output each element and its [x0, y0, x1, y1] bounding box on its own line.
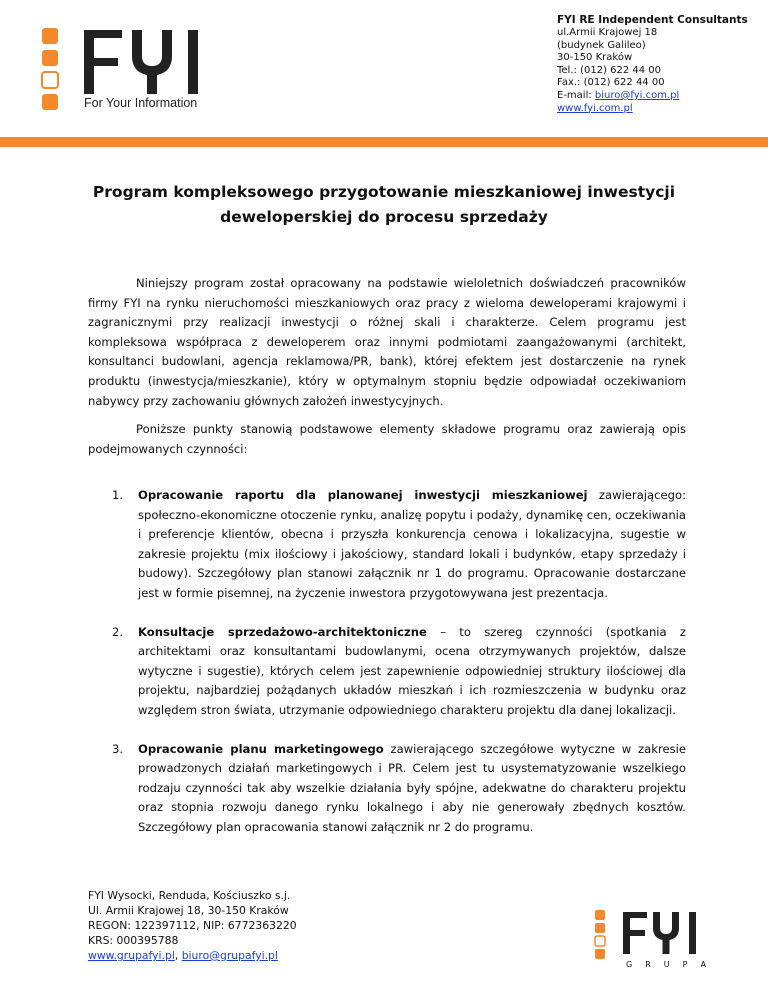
footer-krs: KRS: 000395788: [88, 934, 179, 947]
document-title: [80, 180, 688, 230]
contact-block: [557, 14, 757, 115]
logo-tagline: For Your Information: [84, 96, 198, 110]
grupa-letter: A: [700, 960, 706, 969]
program-list: [112, 486, 686, 857]
intro-paragraph: Niniejszy program został opracowany na podstawie wieloletnich doświadczeń pracowników firmy FYI na rynku nieruchomości mieszkaniowych oraz pracy z wieloma deweloperami krajowymi i zagranicznymi przy realizacji inwestycji o różnej skali i charakterze. Celem programu jest kompleksowa współpraca z deweloperem oraz innymi podmiotami zaangażowanymi (architekt, konsultanci budowlani, agencja reklamowa/PR, bank), której efektem jest dostarczenie na rynek produktu (inwestycja/mieszkanie), który w optymalnym stopniu będzie odpowiadał oczekiwaniom nabywcy przy zachowaniu głównych założeń inwestycyjnych.: [88, 276, 686, 408]
footer-links: [88, 948, 297, 963]
grupa-letter: U: [663, 960, 670, 969]
footer-email-link[interactable]: biuro@grupafyi.pl: [181, 949, 278, 962]
item-text: – to szereg czynności (spotkania z architektami oraz konsultantami budowlanymi, ocena otrzymywanych projektów, dalsze wytyczne i sugestie), których celem jest zapewnienie odpowiedniej struktury ilościowej dla projektu, najbardziej pożądanych układów mieszkań i ich rozmieszczenia w budynku oraz względem stron świata, utrzymanie odpowiedniego charakteru projektu dla danej lokalizacji.: [138, 624, 686, 717]
item-text: zawierającego szczegółowe wytyczne w zakresie prowadzonych działań marketingowych i PR. Celem jest tu usystematyzowanie wszelkiego rodzaju czynności tak aby wszelkie działania były spójne, adekwatne do charakteru projektu oraz stopnia rozwoju danego rynku lokalnego i aby nie generowały zbędnych kosztów. Szczegółowy plan opracowania stanowi załącznik nr 2 do programu.: [138, 741, 686, 834]
list-item: [112, 486, 686, 604]
grupa-letter: P: [682, 960, 688, 969]
email-label: E-mail:: [557, 89, 595, 101]
item-text: zawierającego: społeczno-ekonomiczne otoczenie rynku, analizę popytu i podaży, dynamikę cen, oczekiwania i preferencje klientów, obecna i przyszła konkurencja cenowa i lokalizacyjna, sugestie w zakresie projektu (mix ilościowy i jakościowy, standard lokali i budynków, etapy sprzedaży i budowy). Szczegółowy plan stanowi załącznik nr 1 do programu. Opracowanie dostarczane jest w formie pisemnej, na życzenie inwestora przygotowywana jest prezentacja.: [138, 488, 686, 600]
title-line: Program kompleksowego przygotowanie mieszkaniowej inwestycji: [92, 183, 676, 201]
fyi-grupa-logo: [593, 908, 705, 964]
footer-ids: REGON: 122397112, NIP: 6772363220: [88, 919, 297, 932]
address-line: ul.Armii Krajowej 18: [557, 27, 658, 38]
footer-address: Ul. Armii Krajowej 18, 30-150 Kraków: [88, 904, 289, 917]
item-heading: Konsultacje sprzedażowo-architektoniczne: [138, 624, 427, 639]
footer-separator: ,: [174, 949, 182, 962]
address-line: 30-150 Kraków: [557, 52, 633, 64]
address-line: (budynek Galileo): [557, 39, 646, 51]
footer-company: FYI Wysocki, Renduda, Kościuszko s.j.: [88, 889, 291, 902]
email-link[interactable]: biuro@fyi.com.pl: [594, 89, 680, 101]
intro-paragraph-2: Poniższe punkty stanowią podstawowe elementy składowe programu oraz zawierają opis podejmowanych czynności:: [88, 422, 686, 456]
item-heading: Opracowanie planu marketingowego: [138, 741, 384, 756]
title-line: deweloperskiej do procesu sprzedaży: [220, 208, 548, 226]
list-item: [112, 623, 686, 721]
item-number: 3.: [112, 741, 124, 756]
list-item: [112, 740, 686, 838]
phone: Tel.: (012) 622 44 00: [557, 64, 662, 76]
grupa-tagline: [626, 960, 706, 969]
header-divider: [0, 137, 768, 147]
item-heading: Opracowanie raportu dla planowanej inwestycji mieszkaniowej: [138, 488, 588, 502]
fax: Fax.: (012) 622 44 00: [557, 77, 665, 89]
grupa-letter: R: [645, 960, 651, 969]
website-link[interactable]: www.fyi.com.pl: [557, 102, 633, 114]
item-number: 2.: [112, 624, 124, 639]
footer: [88, 888, 297, 963]
item-number: 1.: [112, 488, 124, 502]
footer-website-link[interactable]: www.grupafyi.pl: [88, 949, 175, 962]
email-line: [557, 90, 757, 103]
firm-name: FYI RE Independent Consultants: [557, 14, 748, 26]
grupa-letter: G: [626, 960, 633, 969]
